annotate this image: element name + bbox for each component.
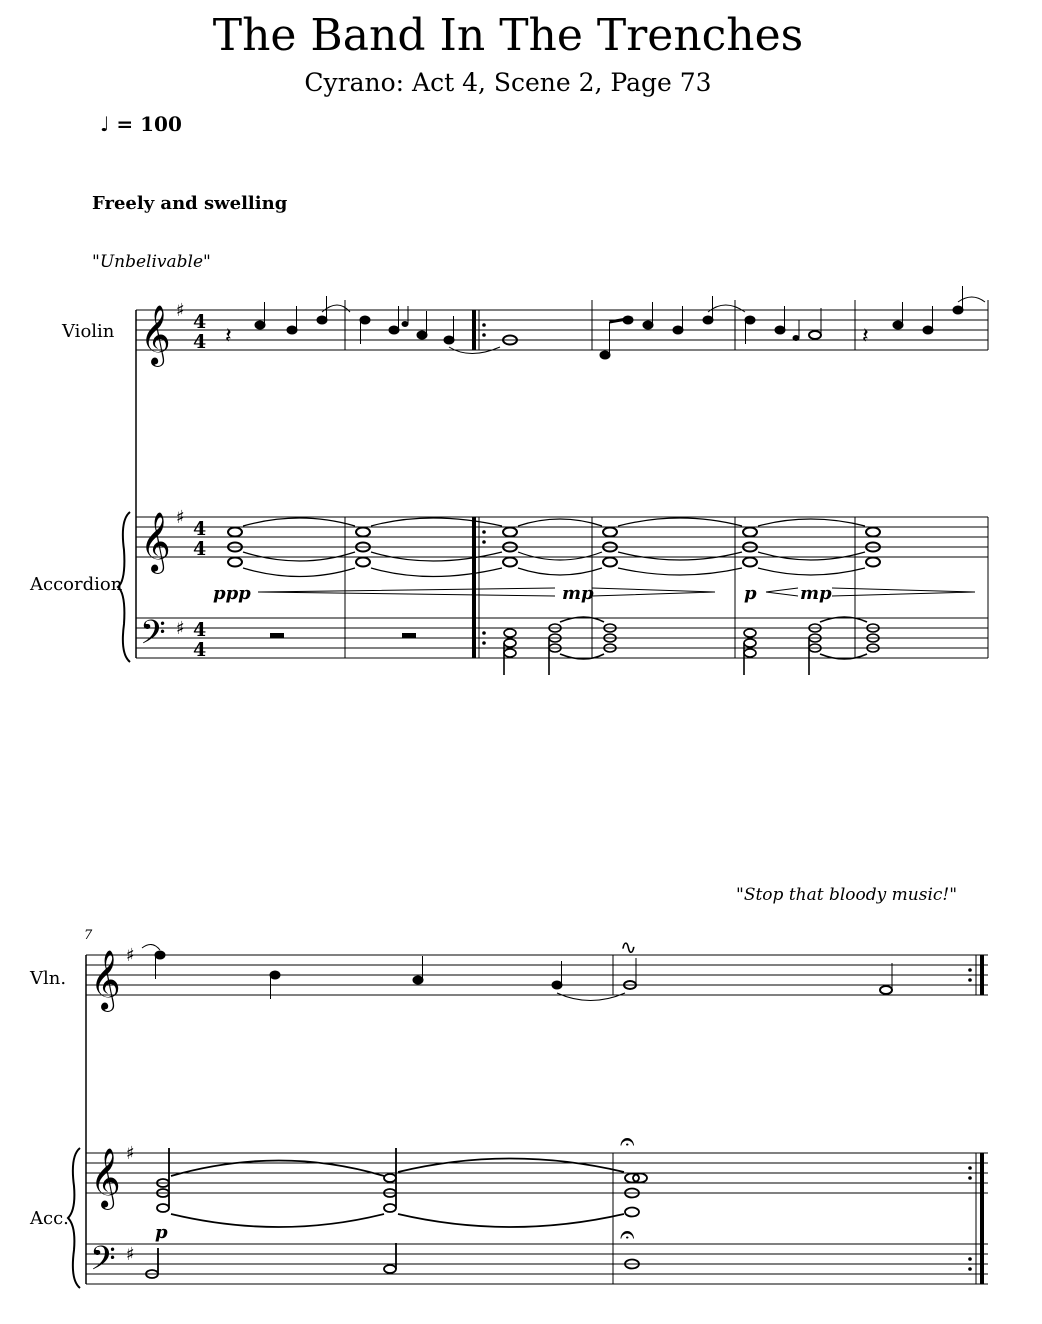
svg-text:4: 4 [193, 538, 207, 560]
bass-clef-icon: 𝄢 [90, 1240, 116, 1286]
dynamic-mp: mp [562, 583, 594, 604]
sharp-icon: ♯ [126, 1143, 135, 1164]
brace-icon [68, 1148, 80, 1288]
sharp-icon: ♯ [176, 618, 185, 639]
quarter-note-icon: ♩ [100, 112, 110, 136]
page-subtitle: Cyrano: Act 4, Scene 2, Page 73 [304, 68, 712, 97]
svg-text:4: 4 [193, 331, 207, 353]
brace-icon [118, 512, 130, 662]
svg-text:4: 4 [193, 518, 207, 540]
turn-icon: ∿ [620, 935, 637, 959]
half-rest-icon [270, 633, 284, 638]
sharp-icon: ♯ [176, 507, 185, 528]
accordion-treble-staff-system1 [136, 517, 988, 557]
sharp-icon: ♯ [176, 300, 185, 321]
page-title: The Band In The Trenches [212, 10, 804, 61]
violin-staff-system1 [136, 310, 988, 350]
violin-notes-system1 [225, 286, 985, 359]
dynamic-p: p [155, 1222, 168, 1243]
violin-staff-system2 [86, 955, 988, 995]
quote-bottom: "Stop that bloody music!" [736, 885, 958, 905]
dynamic-mp: mp [800, 583, 832, 604]
dynamic-ppp: ppp [213, 583, 251, 604]
svg-text:4: 4 [193, 639, 207, 661]
svg-text:4: 4 [193, 619, 207, 641]
dynamic-p: p [744, 583, 757, 604]
tempo-value: = 100 [116, 112, 182, 136]
hairpins [258, 588, 975, 596]
accordion-treble-chords-system2 [157, 1148, 647, 1227]
quote-top: "Unbelivable" [92, 252, 211, 272]
treble-clef-icon: 𝄞 [90, 950, 121, 1010]
time-signature [193, 311, 206, 661]
accordion-bass-chords-system1 [504, 617, 879, 675]
accordion-bass-staff-system1 [136, 618, 988, 658]
quarter-rest-icon: 𝄽 [225, 324, 232, 349]
fermata-icon: 𝄐 [620, 1127, 635, 1157]
half-rest-icon [402, 633, 416, 638]
sharp-icon: ♯ [126, 945, 135, 966]
accordion-bass-staff-system2 [86, 1244, 988, 1284]
svg-text:4: 4 [193, 311, 207, 333]
violin-label: Violin [62, 321, 115, 342]
treble-clef-icon: 𝄞 [140, 512, 171, 572]
measure-number: 7 [84, 928, 93, 943]
expression-marking: Freely and swelling [92, 193, 288, 214]
repeat-start [472, 310, 486, 658]
treble-clef-icon: 𝄞 [140, 305, 171, 365]
violin-notes-system2 [142, 935, 892, 1001]
sharp-icon: ♯ [126, 1244, 135, 1265]
violin-short-label: Vln. [30, 968, 67, 989]
accordion-short-label: Acc. [30, 1208, 69, 1229]
accordion-bass-notes-system2 [146, 1243, 639, 1278]
accordion-label: Accordion [30, 574, 123, 595]
bass-clef-icon: 𝄢 [140, 614, 166, 660]
fermata-icon: 𝄐 [620, 1220, 635, 1250]
treble-clef-icon: 𝄞 [90, 1148, 121, 1208]
quarter-rest-icon: 𝄽 [862, 324, 869, 349]
